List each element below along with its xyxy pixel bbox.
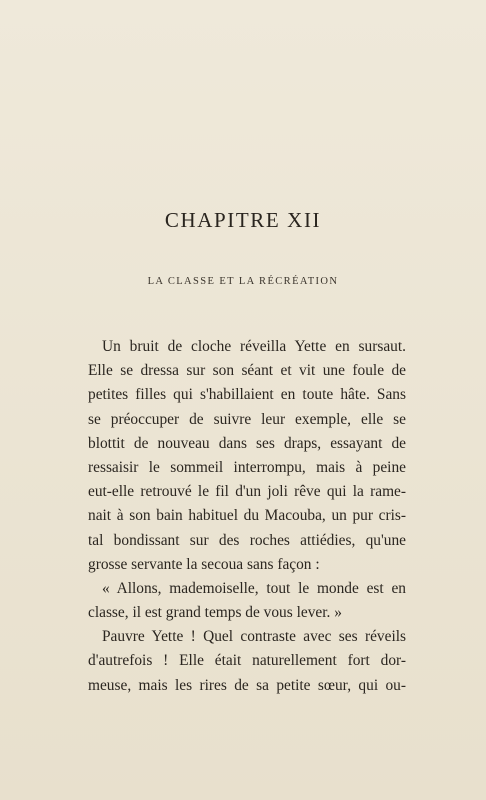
text-line: d'autrefois ! Elle était naturellement fort dor- — [88, 652, 406, 670]
text-line: classe, il est grand temps de vous lever. » — [88, 604, 342, 622]
body-text — [88, 335, 406, 698]
chapter-subtitle: LA CLASSE ET LA RÉCRÉATION — [147, 276, 339, 287]
text-line: meuse, mais les rires de sa petite sœur, qui ou- — [88, 676, 406, 694]
text-line: petites filles qui s'habillaient en toute hâte. Sans — [88, 386, 406, 404]
text-line: Elle se dressa sur son séant et vit une foule de — [88, 362, 406, 380]
text-line: se préoccuper de suivre leur exemple, elle se — [88, 410, 406, 428]
text-line: blottit de nouveau dans ses draps, essayant de — [88, 434, 406, 452]
text-line: Pauvre Yette ! Quel contraste avec ses réveils — [102, 628, 406, 646]
text-line: « Allons, mademoiselle, tout le monde est en — [102, 579, 406, 597]
text-line: Un bruit de cloche réveilla Yette en sursaut. — [102, 338, 406, 355]
text-line: grosse servante la secoua sans façon : — [88, 555, 320, 573]
text-line: ressaisir le sommeil interrompu, mais à peine — [88, 458, 406, 476]
text-line: eut-elle retrouvé le fil d'un joli rêve qui la rame- — [88, 483, 406, 501]
text-line: nait à son bain habituel du Macouba, un pur cris- — [88, 507, 406, 525]
chapter-title: CHAPITRE XII — [164, 208, 322, 232]
text-line: tal bondissant sur des roches attiédies, qu'une — [88, 531, 406, 549]
